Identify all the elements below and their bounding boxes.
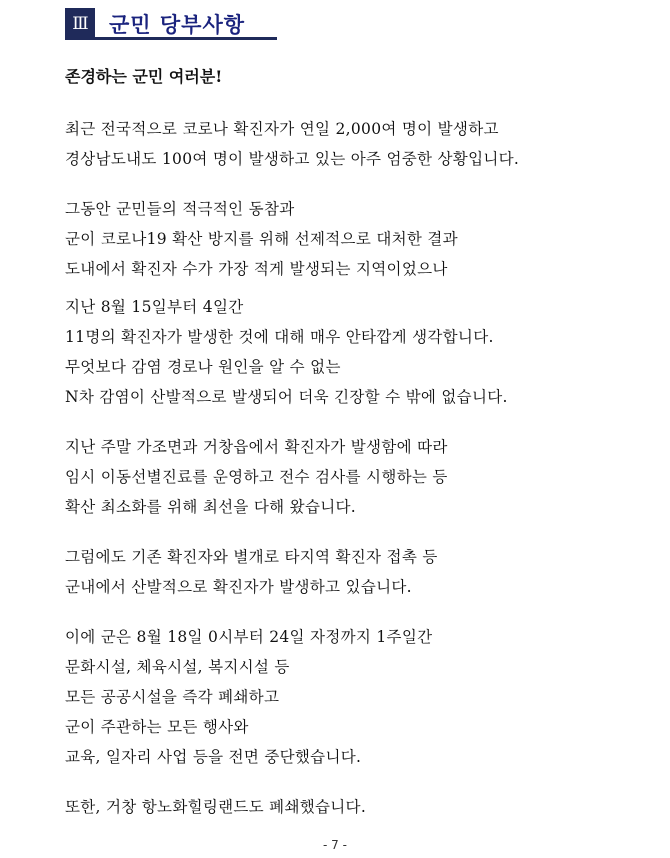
text-line: N차 감염이 산발적으로 발생되어 더욱 긴장할 수 밖에 없습니다.: [65, 388, 508, 406]
paragraph: [65, 292, 645, 412]
section-title-wrap: [95, 8, 277, 40]
paragraph: [65, 792, 645, 822]
paragraph: [65, 432, 645, 522]
page-number: - 7 -: [323, 838, 347, 852]
document-body: [65, 62, 645, 842]
text-line: 지난 주말 가조면과 거창읍에서 확진자가 발생함에 따라: [65, 438, 448, 456]
text-line: 확산 최소화를 위해 최선을 다해 왔습니다.: [65, 498, 357, 516]
text-line: 11명의 확진자가 발생한 것에 대해 매우 안타깝게 생각합니다.: [65, 328, 494, 346]
text-line: 이에 군은 8월 18일 0시부터 24일 자정까지 1주일간: [65, 628, 433, 646]
text-line: 교육, 일자리 사업 등을 전면 중단했습니다.: [65, 748, 362, 766]
paragraph: [65, 542, 645, 602]
text-line: 군이 주관하는 모든 행사와: [65, 718, 249, 736]
section-numeral: Ⅲ: [65, 8, 95, 40]
text-line: 최근 전국적으로 코로나 확진자가 연일 2,000여 명이 발생하고: [65, 120, 499, 138]
paragraph: [65, 622, 645, 772]
text-line: 그동안 군민들의 적극적인 동참과: [65, 200, 295, 218]
text-line: 도내에서 확진자 수가 가장 적게 발생되는 지역이었으나: [65, 260, 448, 278]
text-line: 무엇보다 감염 경로나 원인을 알 수 없는: [65, 358, 341, 376]
text-line: 문화시설, 체육시설, 복지시설 등: [65, 658, 290, 676]
text-line: 그럼에도 기존 확진자와 별개로 타지역 확진자 접촉 등: [65, 548, 438, 566]
text-line: 지난 8월 15일부터 4일간: [65, 298, 244, 316]
text-line: 임시 이동선별진료를 운영하고 전수 검사를 시행하는 등: [65, 468, 448, 486]
text-line: 군이 코로나19 확산 방지를 위해 선제적으로 대처한 결과: [65, 230, 458, 248]
section-title: 군민 당부사항: [109, 13, 246, 37]
text-line: 모든 공공시설을 즉각 폐쇄하고: [65, 688, 280, 706]
section-underline: [95, 37, 277, 40]
greeting: 존경하는 군민 여러분!: [65, 67, 223, 86]
paragraph: [65, 194, 645, 284]
text-line: 경상남도내도 100여 명이 발생하고 있는 아주 엄중한 상황입니다.: [65, 150, 520, 168]
text-line: 군내에서 산발적으로 확진자가 발생하고 있습니다.: [65, 578, 412, 596]
text-line: 또한, 거창 항노화힐링랜드도 폐쇄했습니다.: [65, 798, 367, 816]
paragraph: [65, 114, 645, 174]
section-header: [65, 8, 277, 40]
